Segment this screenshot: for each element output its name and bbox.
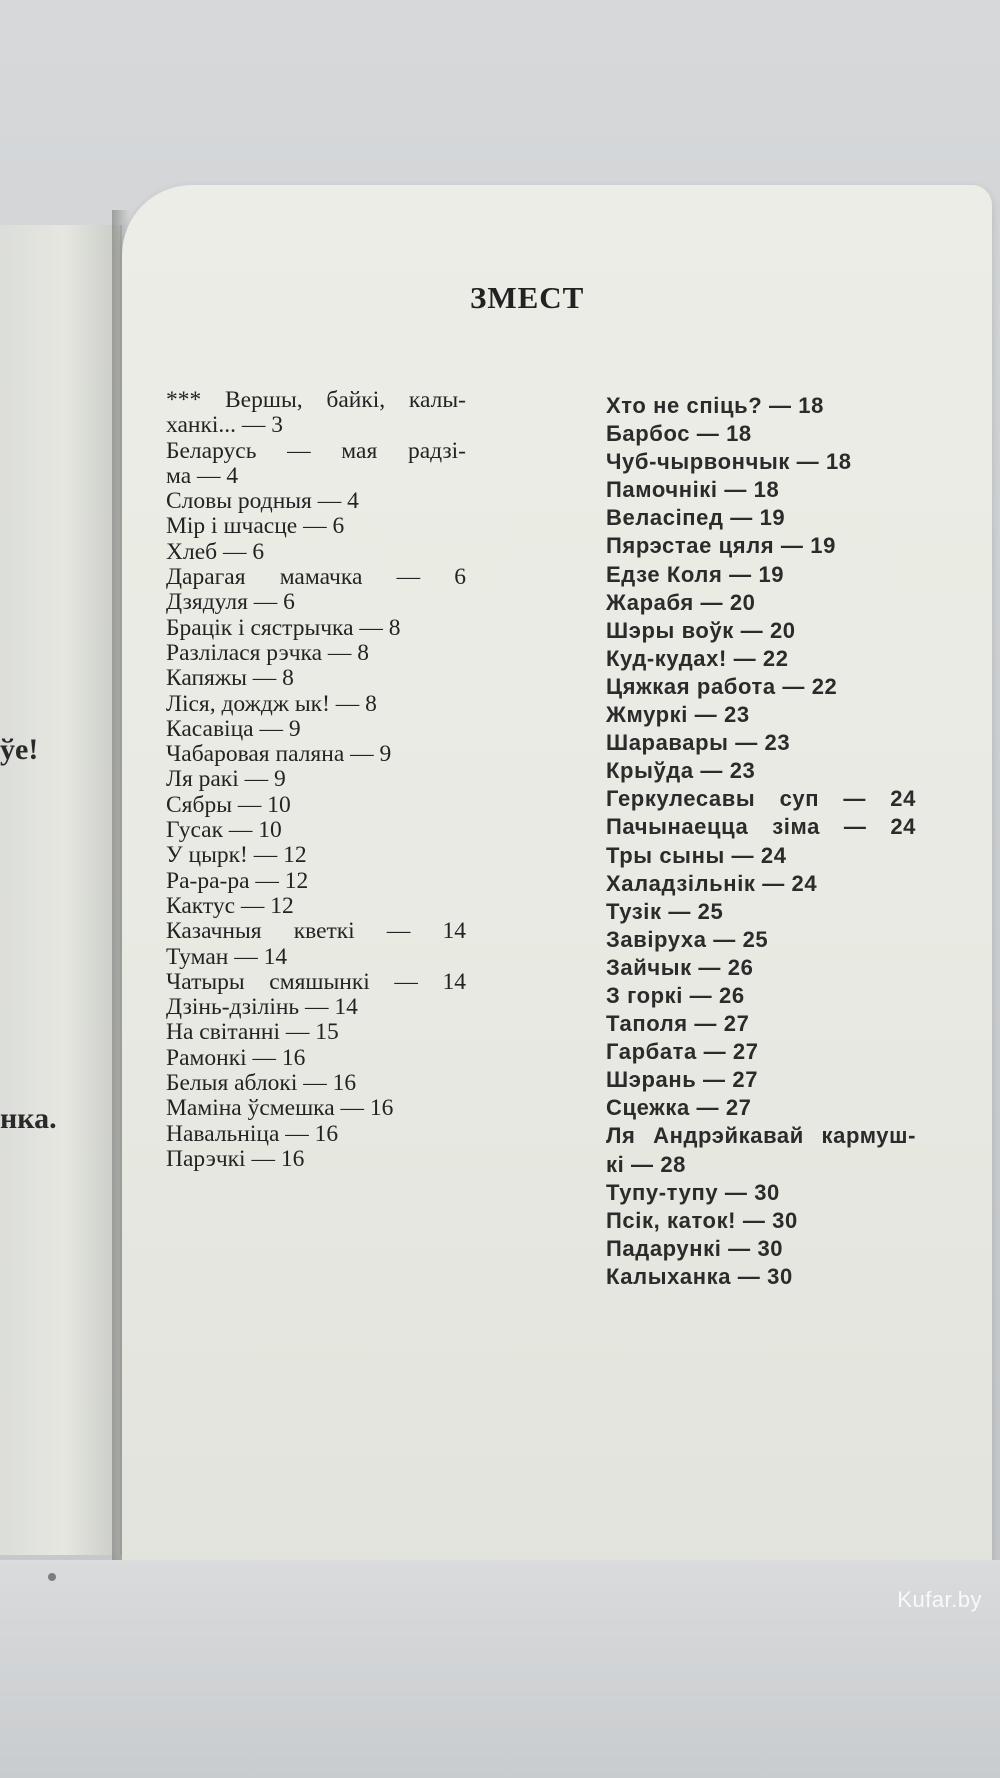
toc-entry: Жмуркі — 23 xyxy=(606,702,750,728)
toc-entry: Хлеб — 6 xyxy=(166,538,265,565)
toc-entry: Сцежка — 27 xyxy=(606,1095,752,1121)
toc-entry: Цяжкая работа — 22 xyxy=(606,673,838,699)
toc-entry: Дзядуля — 6 xyxy=(166,589,295,616)
toc-entry: Ля ракі — 9 xyxy=(166,766,286,793)
toc-entry: Касавіца — 9 xyxy=(166,715,301,742)
toc-entry: Псік, каток! — 30 xyxy=(606,1207,798,1233)
toc-entry: Словы родныя — 4 xyxy=(166,488,359,515)
watermark: Kufar.by xyxy=(897,1587,982,1612)
toc-entry: Тры сыны — 24 xyxy=(606,842,787,868)
toc-entry: Тузік — 25 xyxy=(606,898,724,924)
toc-entry: Рамонкі — 16 xyxy=(166,1044,306,1071)
toc-entry: Завіруха — 25 xyxy=(606,926,769,952)
toc-entry: ма — 4 xyxy=(166,462,239,489)
toc-entry: Тупу-тупу — 30 xyxy=(606,1179,780,1205)
toc-entry: Мір і шчасце — 6 xyxy=(166,513,345,540)
toc-entry: Жарабя — 20 xyxy=(606,589,756,615)
toc-entry: Разлілася рэчка — 8 xyxy=(166,639,370,666)
toc-entry: Калыханка — 30 xyxy=(606,1263,793,1289)
toc-entry: Шаравары — 23 xyxy=(606,730,791,756)
page-title: ЗМЕСТ xyxy=(470,280,585,315)
toc-entry: Шэры воўк — 20 xyxy=(606,617,796,643)
toc-entry: Веласіпед — 19 xyxy=(606,505,786,531)
toc-entry: Ра-ра-ра — 12 xyxy=(166,867,309,894)
toc-entry: Дзінь-дзілінь — 14 xyxy=(166,994,358,1021)
toc-entry: Брацік і сястрычка — 8 xyxy=(166,614,401,641)
toc-entry: Чабаровая паляна — 9 xyxy=(166,741,392,768)
toc-entry: Туман — 14 xyxy=(166,943,288,970)
toc-entry: Зайчык — 26 xyxy=(606,954,754,980)
toc-entry: Казачныя кветкі — 14 xyxy=(166,918,466,945)
shelf-dot xyxy=(48,1573,56,1581)
toc-entry: Куд-кудах! — 22 xyxy=(606,645,789,671)
toc-entry: Сябры — 10 xyxy=(166,791,291,818)
toc-entry: Геркулесавы суп — 24 xyxy=(606,786,916,812)
toc-entry: Белыя аблокі — 16 xyxy=(166,1070,357,1097)
toc-entry: Навальніца — 16 xyxy=(166,1120,339,1147)
toc-entry: На світанні — 15 xyxy=(166,1019,339,1046)
toc-entry: Крыўда — 23 xyxy=(606,758,756,784)
toc-entry: Гусак — 10 xyxy=(166,817,282,844)
toc-entry: Парэчкі — 16 xyxy=(166,1145,305,1172)
left-page xyxy=(0,225,122,1555)
toc-left-column xyxy=(166,388,496,1172)
toc-entry: Памочнікі — 18 xyxy=(606,477,780,503)
toc-entry: У цырк! — 12 xyxy=(166,842,307,869)
toc-entry: Пачынаецца зіма — 24 xyxy=(606,814,916,840)
toc-right-column xyxy=(606,392,936,1291)
toc-entry: Барбос — 18 xyxy=(606,421,752,447)
toc-entry: Пярэстае цяля — 19 xyxy=(606,533,836,559)
toc-entry: Гарбата — 27 xyxy=(606,1039,759,1065)
toc-entry: Дарагая мамачка — 6 xyxy=(166,564,466,591)
toc-entry: Капяжы — 8 xyxy=(166,665,294,692)
toc-entry: З горкі — 26 xyxy=(606,982,745,1008)
left-page-fragment: нка. xyxy=(0,1102,57,1135)
toc-entry: Шэрань — 27 xyxy=(606,1067,759,1093)
toc-entry: *** Вершы, байкі, калы- xyxy=(166,387,466,413)
toc-entry: Хто не спіць? — 18 xyxy=(606,393,824,418)
toc-entry: кі — 28 xyxy=(606,1151,687,1177)
toc-entry: Ліся, дождж ык! — 8 xyxy=(166,690,377,717)
toc-entry: ханкі... — 3 xyxy=(166,412,284,439)
toc-entry: Чуб-чырвончык — 18 xyxy=(606,449,852,475)
toc-entry: Падарункі — 30 xyxy=(606,1235,784,1261)
toc-entry: Таполя — 27 xyxy=(606,1011,750,1037)
toc-entry: Едзе Коля — 19 xyxy=(606,561,785,587)
toc-entry: Ля Андрэйкавай кармуш- xyxy=(606,1123,916,1149)
toc-entry: Чатыры смяшынкі — 14 xyxy=(166,968,466,995)
toc-entry: Кактус — 12 xyxy=(166,892,294,919)
toc-entry: Халадзільнік — 24 xyxy=(606,870,818,896)
shelf-surface xyxy=(0,1560,1000,1778)
left-page-fragment: ўе! xyxy=(0,733,39,766)
toc-entry: Маміна ўсмешка — 16 xyxy=(166,1095,394,1122)
toc-entry: Беларусь — мая радзі- xyxy=(166,437,466,464)
